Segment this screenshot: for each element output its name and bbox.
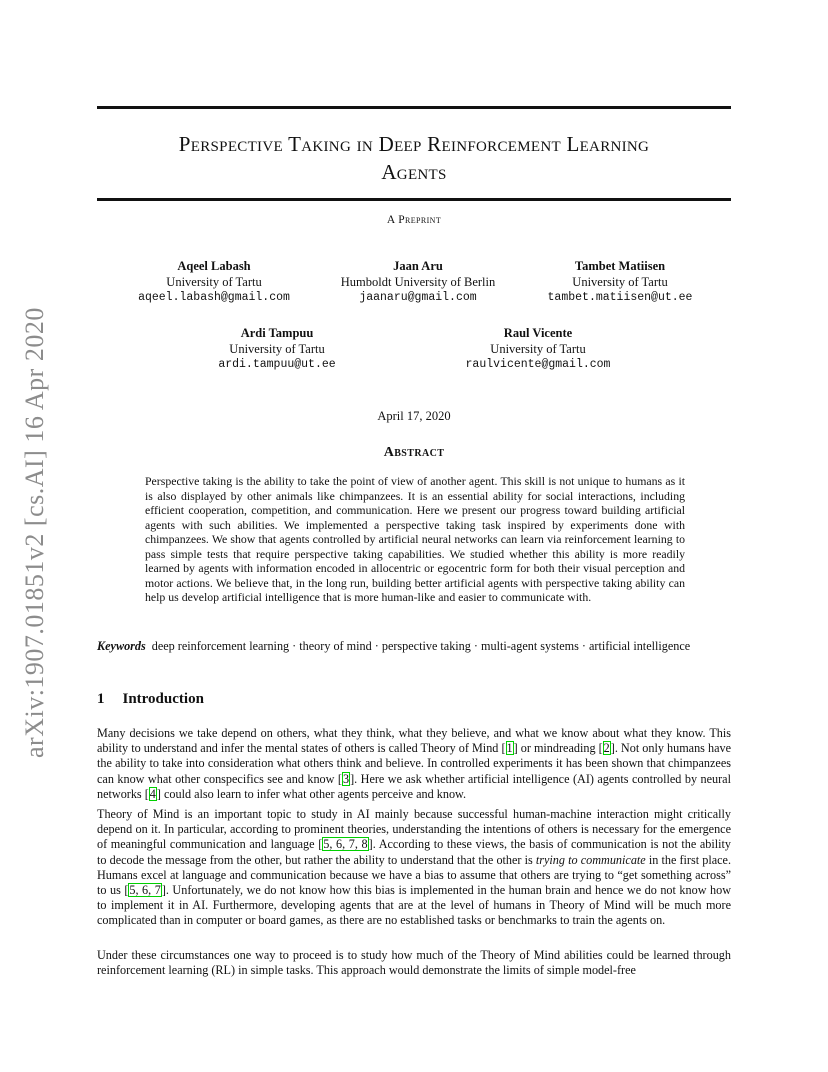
keywords-text: deep reinforcement learning · theory of mind · perspective taking · multi-agent systems · artificial intelligence xyxy=(151,639,691,653)
paragraph-text: Theory of Mind is an important topic to study in AI mainly because successful human-machine interaction might critically depend on it. In particular, according to prominent theories, understanding the intentions of others is necessary for the emergence of meaningful communication and language xyxy=(97,807,731,852)
abstract-text: Perspective taking is the ability to take the point of view of another agent. This skill is not unique to humans as it is also displayed by other animals like chimpanzees. It is an essential ability for social interactions, including efficient cooperation, competition, and communication. Here we present our progress toward building artificial agents with such abilities. We implemented a perspective taking task inspired by experiments done with chimpanzees. We show that agents controlled by artificial neural networks can learn via reinforcement learning to pass simple tests that require perspective taking capabilities. We studied whether this ability is more readily learned by agents with information encoded in allocentric or egocentric form for both their visual perception and motor actions. We believe that, in the long run, building better artificial agents with perspective taking ability can help us develop artificial intelligence that is more human-like and easier to communicate with. xyxy=(145,474,685,604)
author-affiliation: Humboldt University of Berlin xyxy=(340,275,496,289)
title-line-2: Agents xyxy=(381,160,447,184)
author-affiliation: University of Tartu xyxy=(490,342,586,356)
citation-link[interactable]: 5, 6, 7 xyxy=(129,883,161,898)
citation-link[interactable]: 5, 6, 7, 8 xyxy=(323,837,368,852)
title-line-1: Perspective Taking in Deep Reinforcement Learning xyxy=(178,132,650,156)
citation-link[interactable]: 2 xyxy=(603,741,610,756)
abstract-heading: Abstract xyxy=(383,445,445,460)
emphasis-text: trying to communicate xyxy=(535,852,646,867)
author-block xyxy=(206,325,348,373)
section-heading xyxy=(97,691,204,708)
paragraph: Under these circumstances one way to proceed is to study how much of the Theory of Mind abilities could be learned through reinforcement learning (RL) in simple tasks. This approach would demonstrate the limits of simple model-free xyxy=(97,948,731,978)
title-top-rule xyxy=(97,106,731,109)
title-bottom-rule xyxy=(97,198,731,201)
author-email[interactable]: tambet.matiisen@ut.ee xyxy=(547,291,693,304)
author-email[interactable]: ardi.tampuu@ut.ee xyxy=(218,358,336,371)
author-affiliation: University of Tartu xyxy=(572,275,668,289)
keywords-label: Keywords xyxy=(97,639,146,653)
author-name: Jaan Aru xyxy=(393,259,443,273)
keywords xyxy=(97,639,731,654)
publication-date: April 17, 2020 xyxy=(377,409,451,423)
author-email[interactable]: raulvicente@gmail.com xyxy=(465,358,611,371)
author-name: Ardi Tampuu xyxy=(240,326,314,340)
author-email[interactable]: aqeel.labash@gmail.com xyxy=(138,291,290,304)
author-email[interactable]: jaanaru@gmail.com xyxy=(359,291,477,304)
preprint-label: A Preprint xyxy=(386,214,442,226)
paragraph-text: or mindreading xyxy=(517,741,599,756)
citation-link[interactable]: 4 xyxy=(149,786,156,801)
paragraph-text: Many decisions we take depend on others, what they think, what they believe, and what we know about what they know. This ability to understand and infer the mental states of others is called Theory of Mind xyxy=(97,726,731,756)
citation-link[interactable]: 3 xyxy=(342,771,350,786)
paragraph: Theory of Mind is an important topic to study in AI mainly because successful human-machine interaction might critically depend on it. In particular, according to prominent theories, understanding the intentions of others is necessary for the emergence of meaningful communication and language [5, 6, 7, 8]. According to these views, the basis of communication is not the ability to decode the message from the other, but rather the ability to understand that the other is trying to communicate in the first place. Humans excel at language and communication because we have a bias to assume that others are trying to “get something across” to us [5, 6, 7]. Unfortunately, we do not know how this bias is implemented in the human brain and hence we do not know how to implement it in AI. Furthermore, developing agents that are at the level of humans in Theory of Mind will be much more complicated than in computer or board games, as there are no established tasks or benchmarks to train the agents on. xyxy=(97,807,732,928)
citation-link[interactable]: 1 xyxy=(506,741,513,756)
paragraph-text: in the first place. Humans excel at language and communication because we have a bias to assume that others are trying to “get something across” to us xyxy=(97,852,731,898)
author-name: Tambet Matiisen xyxy=(574,259,666,273)
arxiv-identifier: arXiv:1907.01851v2 [cs.AI] 16 Apr 2020 xyxy=(20,307,49,758)
author-block xyxy=(538,258,702,306)
paragraph-text: . According to these views, the basis of communication is not the ability to decode the message from the other, but rather the ability to understand that the other is xyxy=(97,837,732,867)
paragraph-text: . Unfortunately, we do not know how this bias is implemented in the human brain and hence we do not know how to implement it in AI. Furthermore, developing agents that are at the level of humans in Theory of Mind will be much more complicated than in computer or board games, as there are no established tasks or benchmarks to train the agents on. xyxy=(97,883,731,928)
author-affiliation: University of Tartu xyxy=(229,342,325,356)
author-name: Aqeel Labash xyxy=(177,259,251,273)
author-affiliation: University of Tartu xyxy=(166,275,262,289)
paper-title xyxy=(97,130,731,186)
section-number: 1 xyxy=(97,691,105,707)
author-name: Raul Vicente xyxy=(503,326,573,340)
author-block xyxy=(134,258,294,306)
author-block xyxy=(456,325,620,373)
paragraph-text: . Here we ask whether artificial intelligence (AI) agents controlled by neural networks xyxy=(97,771,731,801)
paragraph: Many decisions we take depend on others, what they think, what they believe, and what we know about what they know. This ability to understand and infer the mental states of others is called Theory of Mind [1] or mindreading [2]. Not only humans have the ability to take into consideration what others think and believe. In controlled experiments it has been shown that chimpanzees can know what other conspecifics see and know [3]. Here we ask whether artificial intelligence (AI) agents controlled by neural networks [4] could also learn to infer what other agents perceive and know. xyxy=(97,726,731,801)
paragraph-text: . Not only humans have the ability to take into consideration what others think and believe. In controlled experiments it has been shown that chimpanzees can know what other conspecifics see and know xyxy=(97,741,731,786)
paragraph-text: could also learn to infer what other agents perceive and know. xyxy=(160,786,467,801)
author-block xyxy=(325,258,511,306)
section-title: Introduction xyxy=(122,691,204,707)
